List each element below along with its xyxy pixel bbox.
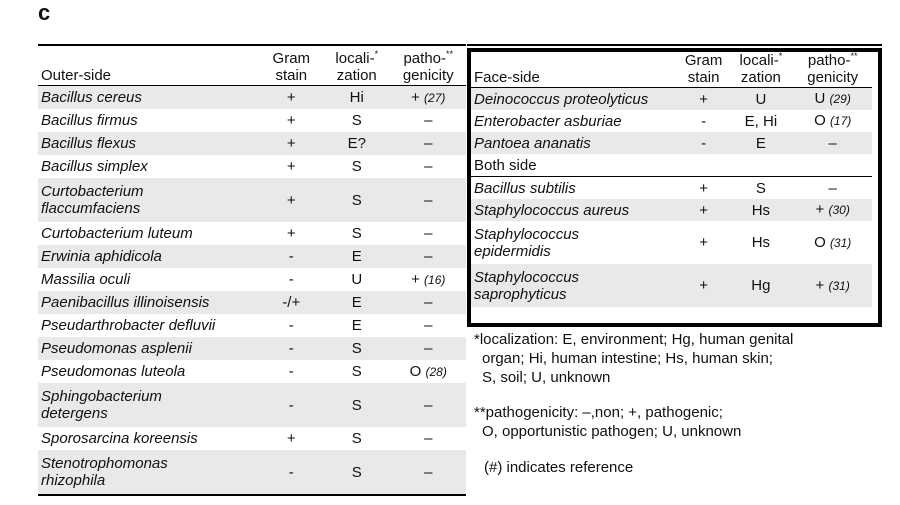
gram-stain-cell: - (260, 450, 323, 495)
pathogenicity-value: – (828, 179, 837, 197)
species-name (38, 337, 260, 360)
localization-cell: U (728, 88, 793, 111)
species-name (38, 222, 260, 245)
gram-stain-cell: - (288, 363, 294, 380)
species-name-line: Curtobacterium (41, 183, 144, 200)
table-row (38, 222, 466, 245)
pathogenicity-value: – (424, 430, 433, 447)
header-line: Gram (684, 52, 723, 69)
gram-stain-cell: - (260, 337, 323, 360)
species-name-line: Bacillus simplex (41, 158, 148, 175)
localization-cell: S (351, 158, 362, 175)
footnote-line: *localization: E, environment; Hg, human genital (474, 331, 794, 348)
gram-stain-cell: - (260, 245, 323, 268)
column-header-localization (323, 45, 390, 86)
localization-cell: E (728, 132, 793, 154)
reference-number: (30) (828, 203, 850, 217)
table-row (38, 178, 466, 222)
gram-stain-cell: + (286, 430, 296, 447)
species-name-line: Massilia oculi (41, 271, 131, 288)
section-row (471, 154, 872, 177)
header-line: stain (687, 69, 720, 86)
gram-stain-cell: - (260, 383, 323, 427)
pathogenicity-value: – (424, 112, 433, 129)
gram-stain-cell: + (286, 112, 296, 129)
header-row (38, 45, 466, 86)
table-row (38, 450, 466, 495)
localization-cell: E? (323, 132, 390, 155)
localization-cell: U (351, 271, 363, 288)
species-name (38, 450, 260, 495)
table-row (471, 199, 872, 221)
localization-cell: S (755, 179, 766, 197)
species-name-line: Bacillus flexus (41, 135, 137, 152)
localization-cell: Hi (323, 86, 390, 110)
species-name-line: Sporosarcina koreensis (41, 430, 198, 447)
column-header-name: Outer-side (38, 45, 260, 86)
species-name (38, 291, 260, 314)
pathogenicity-value: + (815, 276, 825, 294)
table-row (471, 88, 872, 111)
species-name-line: rhizophila (41, 472, 106, 489)
species-name (38, 360, 260, 383)
section-label: Both side (471, 154, 872, 177)
column-header-gram (260, 45, 323, 86)
localization-cell: S (351, 112, 362, 129)
pathogenicity-cell (793, 88, 872, 111)
table-row (471, 221, 872, 264)
localization-cell: S (323, 337, 390, 360)
pathogenicity-value: U (814, 90, 826, 107)
table-row (471, 132, 872, 154)
header-line: patho- (807, 52, 851, 69)
footnote-line: **pathogenicity: –,non; +, pathogenic; (474, 404, 723, 421)
reference-number: (16) (424, 272, 446, 287)
gram-stain-cell: - (701, 112, 707, 130)
species-name (471, 132, 679, 154)
localization-cell: E, Hi (744, 112, 778, 130)
header-row (471, 52, 872, 88)
header-line: locali- (739, 52, 779, 69)
species-name-line: Stenotrophomonas (41, 455, 168, 472)
species-name-line: Pantoea ananatis (474, 134, 591, 152)
pathogenicity-cell (793, 132, 872, 154)
species-name-line: Pseudarthrobacter defluvii (41, 317, 216, 334)
header-line: zation (336, 67, 377, 84)
species-name-line: Enterobacter asburiae (474, 112, 622, 130)
pathogenicity-value: – (424, 294, 433, 311)
header-line: genicity (807, 69, 859, 86)
species-name-line: Pseudomonas asplenii (41, 340, 192, 357)
reference-number: (31) (829, 235, 852, 250)
table-row (38, 314, 466, 337)
footnote-line: organ; Hi, human intestine; Hs, human skin; (482, 350, 773, 367)
species-name (38, 132, 260, 155)
localization-cell: S (351, 363, 362, 380)
species-name (471, 199, 679, 221)
reference-number: (27) (424, 90, 446, 105)
species-name-line: Pseudomonas luteola (41, 363, 186, 380)
table-row (38, 268, 466, 291)
localization-cell: S (351, 225, 362, 242)
pathogenicity-cell (391, 383, 467, 427)
reference-number: (17) (829, 114, 852, 128)
reference-footnote: (#) indicates reference (484, 459, 634, 476)
footnote-mark: * (374, 49, 379, 59)
pathogenicity-value: – (424, 463, 433, 481)
table-row (38, 383, 466, 427)
pathogenicity-value: + (815, 201, 825, 218)
localization-cell: Hs (728, 199, 793, 221)
pathogenicity-cell (391, 222, 467, 245)
pathogenicity-value: O (409, 362, 422, 380)
header-line: locali- (335, 50, 375, 67)
localization-cell: S (351, 430, 362, 447)
species-name-line: detergens (41, 405, 108, 422)
table-row (38, 86, 466, 110)
pathogenicity-value: – (424, 225, 433, 242)
gram-stain-cell: + (699, 234, 708, 251)
species-name-line: Curtobacterium luteum (41, 225, 193, 242)
header-line: genicity (402, 67, 454, 84)
header-line: zation (740, 69, 781, 86)
species-name-line: Bacillus cereus (41, 89, 142, 106)
table-row (38, 155, 466, 178)
species-name-line: Bacillus subtilis (474, 179, 576, 197)
reference-number: (29) (829, 92, 851, 106)
footnote-mark: ** (850, 51, 858, 61)
pathogenicity-value: O (814, 112, 826, 129)
pathogenicity-cell (391, 450, 467, 495)
species-name (471, 110, 679, 132)
pathogenicity-value: – (424, 396, 433, 414)
species-name-line: Staphylococcus aureus (474, 201, 630, 219)
reference-number: (28) (425, 364, 447, 379)
column-header-pathogenicity (793, 52, 872, 88)
pathogenicity-cell (391, 427, 467, 450)
pathogenicity-cell (793, 199, 872, 221)
pathogenicity-cell (793, 264, 872, 307)
panel-label: c (38, 0, 51, 25)
species-name (471, 177, 679, 200)
species-name (38, 427, 260, 450)
header-line: stain (275, 67, 308, 84)
outer-side-table (38, 44, 466, 496)
gram-stain-cell: -/+ (260, 291, 323, 314)
table-row (471, 264, 872, 307)
table-row (38, 427, 466, 450)
gram-stain-cell: + (679, 264, 729, 307)
pathogenicity-cell (391, 132, 467, 155)
localization-cell: S (323, 450, 390, 495)
species-name-line: Sphingobacterium (41, 388, 162, 405)
table-row (471, 110, 872, 132)
species-name-line: epidermidis (474, 242, 551, 260)
pathogenicity-cell (391, 291, 467, 314)
species-name-line: Staphylococcus (474, 268, 580, 286)
species-name-line: Deinococcus proteolyticus (474, 90, 649, 108)
pathogenicity-value: – (424, 158, 433, 175)
reference-number: (31) (828, 278, 850, 293)
localization-cell: E (323, 245, 390, 268)
gram-stain-cell: - (288, 317, 294, 334)
species-name-line: Paenibacillus illinoisensis (41, 294, 210, 311)
species-name (38, 314, 260, 337)
pathogenicity-cell (391, 245, 467, 268)
species-name (38, 109, 260, 132)
pathogenicity-footnote (474, 403, 741, 441)
localization-cell: E (351, 317, 362, 334)
species-name-line: Staphylococcus (474, 225, 580, 243)
table-row (38, 109, 466, 132)
species-name-line: Bacillus firmus (41, 112, 138, 129)
species-name (38, 268, 260, 291)
table-row (38, 132, 466, 155)
species-name (38, 383, 260, 427)
species-name (471, 88, 679, 111)
table-row (38, 245, 466, 268)
pathogenicity-cell (793, 177, 872, 200)
gram-stain-cell: + (286, 225, 296, 242)
column-header-name: Face-side (471, 52, 679, 88)
table-row (38, 360, 466, 383)
gram-stain-cell: - (679, 132, 729, 154)
species-name-line: Erwinia aphidicola (41, 248, 162, 265)
pathogenicity-cell (391, 178, 467, 222)
gram-stain-cell: - (288, 271, 294, 288)
species-name (38, 178, 260, 222)
gram-stain-cell: + (699, 179, 708, 197)
species-name (38, 155, 260, 178)
pathogenicity-value: – (828, 134, 837, 152)
pathogenicity-value: – (424, 191, 433, 209)
header-line: Gram (272, 50, 311, 67)
column-header-pathogenicity (391, 45, 467, 86)
pathogenicity-cell (391, 314, 467, 337)
localization-cell: E (323, 291, 390, 314)
pathogenicity-cell (793, 110, 872, 132)
pathogenicity-value: + (411, 88, 420, 106)
species-name-line: saprophyticus (474, 285, 567, 303)
footnote-line: O, opportunistic pathogen; U, unknown (482, 423, 742, 440)
footnote-line: S, soil; U, unknown (482, 369, 611, 386)
column-header-localization (728, 52, 793, 88)
pathogenicity-cell (391, 109, 467, 132)
gram-stain-cell: + (679, 199, 729, 221)
table-row (38, 337, 466, 360)
face-side-table (471, 52, 872, 307)
localization-cell: S (323, 383, 390, 427)
gram-stain-cell: + (260, 86, 323, 110)
pathogenicity-value: – (424, 135, 433, 152)
footnote-mark: * (778, 51, 783, 61)
pathogenicity-value: – (424, 248, 433, 265)
gram-stain-cell: + (679, 88, 729, 111)
pathogenicity-value: O (814, 233, 826, 251)
header-line: patho- (403, 50, 447, 67)
table-row (38, 291, 466, 314)
localization-footnote (474, 330, 793, 387)
species-name (471, 221, 679, 264)
column-header-gram (679, 52, 729, 88)
pathogenicity-value: – (424, 317, 433, 334)
species-name (38, 245, 260, 268)
top-rule (467, 44, 882, 46)
localization-cell: Hg (728, 264, 793, 307)
pathogenicity-cell (391, 268, 467, 291)
localization-cell: S (323, 178, 390, 222)
gram-stain-cell: + (286, 158, 296, 175)
pathogenicity-cell (793, 221, 872, 264)
pathogenicity-cell (391, 86, 467, 110)
species-name-line: flaccumfaciens (41, 200, 141, 217)
pathogenicity-cell (391, 360, 467, 383)
localization-cell: Hs (751, 234, 771, 251)
table-row (471, 177, 872, 200)
species-name (471, 264, 679, 307)
footnote-mark: ** (446, 49, 454, 59)
pathogenicity-cell (391, 337, 467, 360)
pathogenicity-cell (391, 155, 467, 178)
pathogenicity-value: + (411, 270, 420, 288)
pathogenicity-value: – (424, 340, 433, 357)
species-name (38, 86, 260, 110)
gram-stain-cell: + (260, 178, 323, 222)
gram-stain-cell: + (260, 132, 323, 155)
